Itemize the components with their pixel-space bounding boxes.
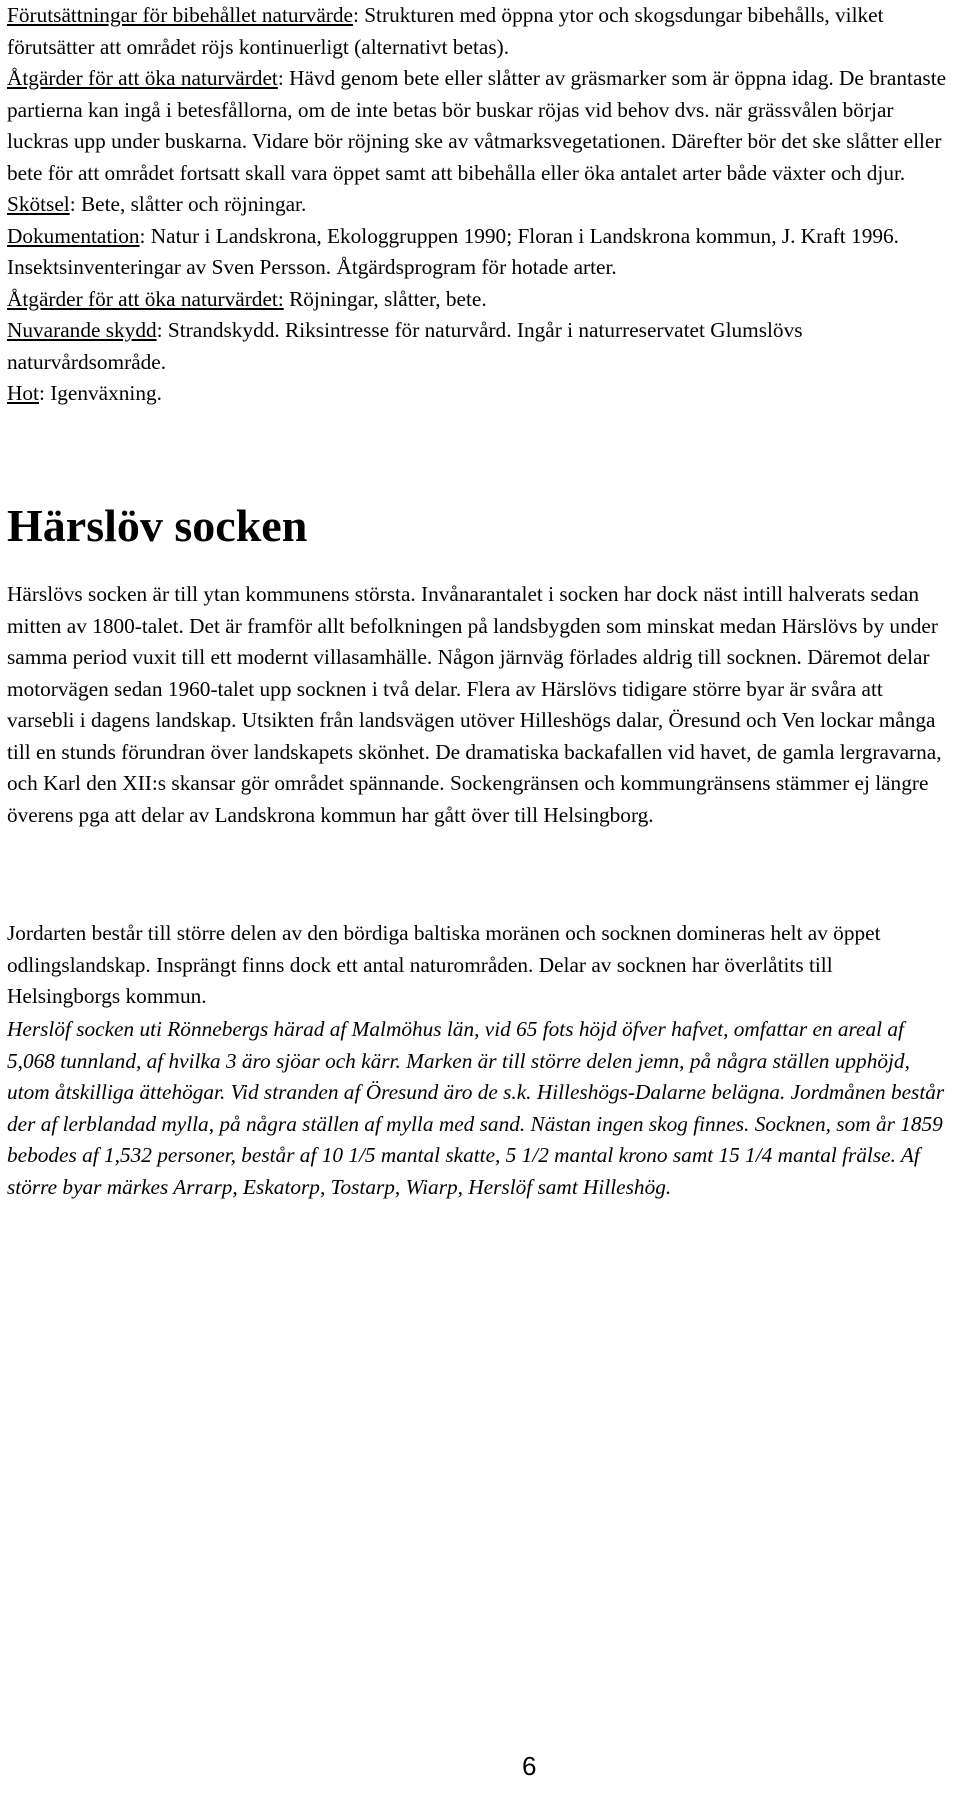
threat-paragraph bbox=[7, 378, 947, 410]
document-page bbox=[7, 0, 947, 1199]
measures2-text: Röjningar, slåtter, bete. bbox=[283, 286, 487, 311]
measures-label: Åtgärder för att öka naturvärdet bbox=[7, 66, 278, 90]
measures-text: : Hävd genom bete eller slåtter av gräsmarker som är öppna idag. De brantaste partierna kan ingå i betesfållorna, om de inte betas bör buskar röjas vid behov dvs. när grässvålen börjar luckras upp under buskarna. Vidare bör röjning ske av våtmarksvegetationen. Därefter bör det ske slåtter eller bete för att området fortsatt skall vara öppet samt att bibehålla eller öka antalet arter både växter och djur. bbox=[7, 66, 947, 185]
soil-paragraph bbox=[7, 918, 947, 1013]
care-text: : Bete, slåtter och röjningar. bbox=[69, 192, 307, 216]
conditions-label: Förutsättningar för bibehållet naturvärde bbox=[7, 3, 353, 27]
page-number: 6 bbox=[522, 1751, 537, 1781]
measures2-label: Åtgärder för att öka naturvärdet: bbox=[7, 286, 284, 311]
conditions-text: : Strukturen med öppna ytor och skogsdungar bibehålls, vilket förutsätter att området röjs kontinuerligt (alternativt betas). bbox=[7, 3, 884, 59]
nature-area-details bbox=[7, 0, 947, 410]
protection-paragraph bbox=[7, 315, 947, 378]
historical-quote-paragraph bbox=[7, 1014, 947, 1203]
documentation-paragraph bbox=[7, 221, 947, 284]
protection-label: Nuvarande skydd bbox=[7, 318, 157, 342]
paragraph-text: Härslövs socken är till ytan kommunens största. Invånarantalet i socken har dock näst intill halverats sedan mitten av 1800-talet. Det är framför allt befolkningen på landsbygden som minskat medan Härslövs by under samma period vuxit till ett modernt villasamhälle. Någon järnväg förlades aldrig till socknen. Däremot delar motorvägen sedan 1960-talet upp socknen i två delar. Flera av Härslövs tidigare större byar är svåra att varsebli i dagens landskap. Utsikten från landsvägen utöver Hilleshögs dalar, Öresund och Ven lockar många till en stunds förundran över landskapets skönhet. De dramatiska backafallen vid havet, de gamla lergravarna, och Karl den XII:s skansar gör området spännande. Sockengränsen och kommungränsens stämmer ej längre överens pga att delar av Landskrona kommun har gått över till Helsingborg. bbox=[7, 582, 942, 827]
paragraph-text: Jordarten består till större delen av den bördiga baltiska moränen och socknen domineras helt av öppet odlingslandskap. Insprängt finns dock ett antal naturområden. Delar av socknen har överlåtits till Helsingborgs kommun. bbox=[7, 921, 881, 1008]
paragraph-text: Herslöf socken uti Rönnebergs härad af Malmöhus län, vid 65 fots höjd öfver hafvet, omfattar en areal af 5,068 tunnland, af hvilka 3 äro sjöar och kärr. Marken är till större delen jemn, på några ställen upphöjd, utom åtskilliga ättehögar. Vid stranden af Öresund äro de s.k. Hilleshögs-Dalarne belägna. Jordmånen består der af lerblandad mylla, på några ställen af mylla med sand. Nästan ingen skog finnes. Socknen, som år 1859 bebodes af 1,532 personer, består af 10 1/5 mantal skatte, 5 1/2 mantal krono samt 15 1/4 mantal frälse. Af större byar märkes Arrarp, Eskatorp, Tostarp, Wiarp, Herslöf samt Hilleshög. bbox=[7, 1017, 945, 1199]
care-label: Skötsel bbox=[7, 192, 70, 216]
protection-text: : Strandskydd. Riksintresse för naturvård. Ingår i naturreservatet Glumslövs naturvårdsområde. bbox=[7, 318, 803, 374]
measures2-paragraph bbox=[7, 284, 947, 316]
documentation-text: : Natur i Landskrona, Ekologgruppen 1990; Floran i Landskrona kommun, J. Kraft 1996. Insektsinventeringar av Sven Persson. Åtgärdsprogram för hotade arter. bbox=[7, 223, 899, 279]
threat-text: : Igenväxning. bbox=[38, 381, 162, 405]
threat-label: Hot bbox=[7, 381, 39, 405]
conditions-paragraph bbox=[7, 0, 947, 189]
parish-description-paragraph bbox=[7, 579, 947, 831]
section-heading: Härslöv socken bbox=[7, 500, 308, 551]
documentation-label: Dokumentation bbox=[7, 223, 140, 248]
care-paragraph bbox=[7, 189, 947, 221]
